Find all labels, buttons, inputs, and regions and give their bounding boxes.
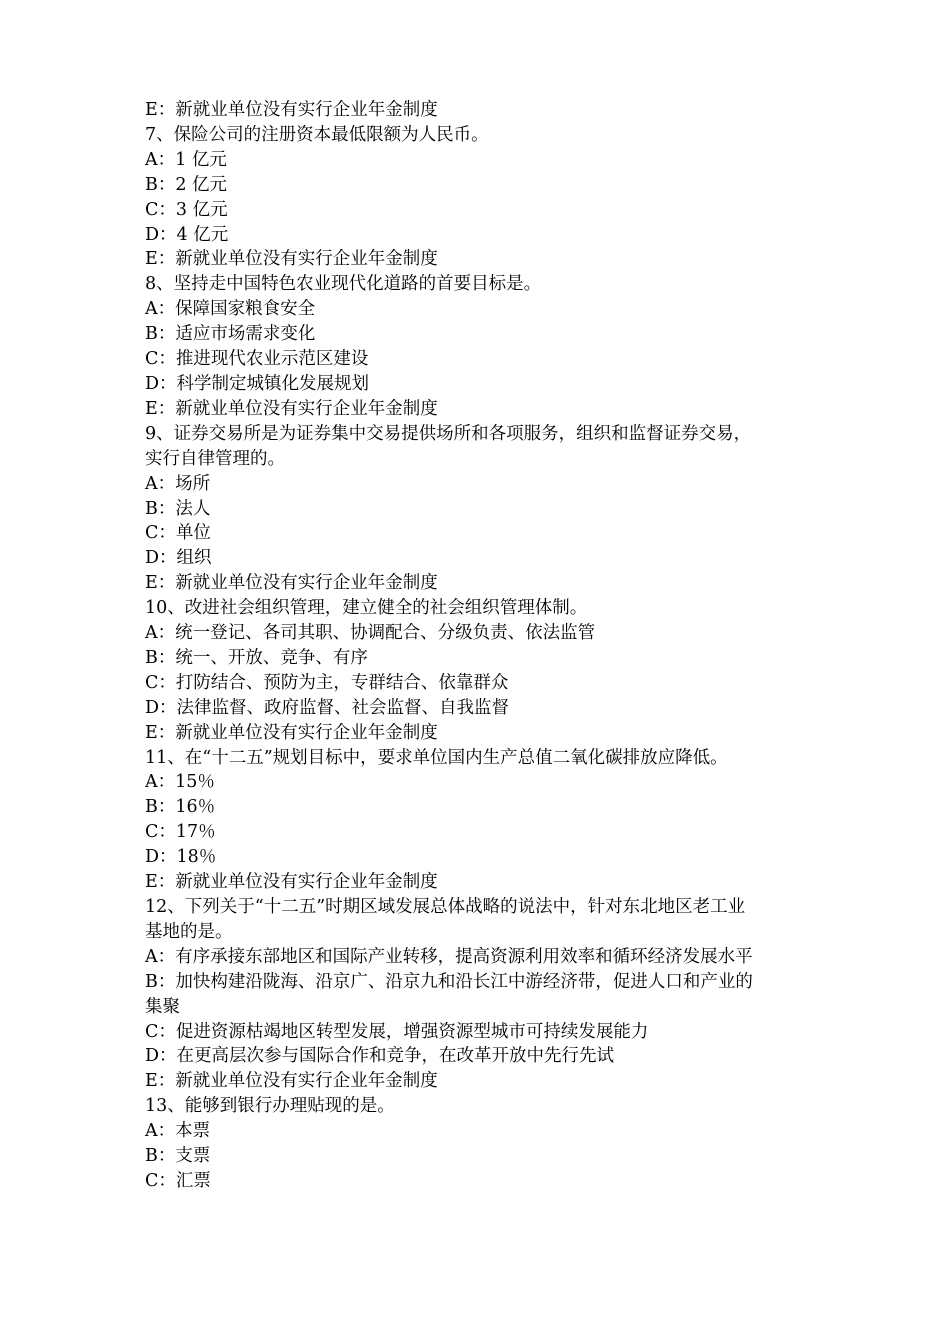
text-line: B：2 亿元 xyxy=(145,174,228,195)
text-line: E：新就业单位没有实行企业年金制度 xyxy=(145,872,438,893)
text-line: 基地的是。 xyxy=(145,921,233,942)
text-line: C：促进资源枯竭地区转型发展，增强资源型城市可持续发展能力 xyxy=(145,1021,649,1042)
text-line: D：法律监督、政府监督、社会监督、自我监督 xyxy=(145,697,510,718)
text-line: B：法人 xyxy=(145,498,211,519)
text-line: E：新就业单位没有实行企业年金制度 xyxy=(145,573,438,594)
text-line: E：新就业单位没有实行企业年金制度 xyxy=(145,1071,438,1092)
text-line: B：统一、开放、竞争、有序 xyxy=(145,647,368,668)
text-line: A：统一登记、各司其职、协调配合、分级负责、依法监管 xyxy=(145,623,596,644)
text-line: 8、坚持走中国特色农业现代化道路的首要目标是。 xyxy=(145,274,542,295)
text-line: B：支票 xyxy=(145,1146,211,1167)
text-line: 12、下列关于“十二五”时期区域发展总体战略的说法中，针对东北地区老工业 xyxy=(145,897,746,917)
text-line: C：17％ xyxy=(145,822,216,843)
text-line: E：新就业单位没有实行企业年金制度 xyxy=(145,249,438,270)
text-line: A：场所 xyxy=(145,473,211,494)
text-line: B：加快构建沿陇海、沿京广、沿京九和沿长江中游经济带，促进人口和产业的 xyxy=(145,971,753,992)
text-line: C：3 亿元 xyxy=(145,199,228,220)
text-line: 实行自律管理的。 xyxy=(145,448,285,469)
text-line: D：组织 xyxy=(145,548,212,569)
text-line: E：新就业单位没有实行企业年金制度 xyxy=(145,100,438,120)
text-line: D：在更高层次参与国际合作和竞争，在改革开放中先行先试 xyxy=(145,1046,615,1067)
text-line: E：新就业单位没有实行企业年金制度 xyxy=(145,398,438,419)
text-line: A：15％ xyxy=(145,772,215,793)
text-line: 7、保险公司的注册资本最低限额为人民币。 xyxy=(145,124,489,145)
text-line: 13、能够到银行办理贴现的是。 xyxy=(145,1096,395,1117)
text-line: A：保障国家粮食安全 xyxy=(145,299,316,320)
text-line: D：科学制定城镇化发展规划 xyxy=(145,373,370,394)
text-line: C：单位 xyxy=(145,523,211,544)
text-line: C：打防结合、预防为主，专群结合、依靠群众 xyxy=(145,672,509,693)
document-body xyxy=(145,98,825,1194)
text-line: A：本票 xyxy=(145,1121,211,1142)
text-line: D：4 亿元 xyxy=(145,224,229,245)
text-line: A：1 亿元 xyxy=(145,149,227,170)
text-line: C：汇票 xyxy=(145,1170,211,1191)
text-line: 9、证券交易所是为证券集中交易提供场所和各项服务，组织和监督证券交易， xyxy=(145,423,752,444)
text-line: 10、改进社会组织管理，建立健全的社会组织管理体制。 xyxy=(145,598,588,619)
text-line: B：适应市场需求变化 xyxy=(145,324,316,345)
text-line: A：有序承接东部地区和国际产业转移，提高资源利用效率和循环经济发展水平 xyxy=(145,946,753,967)
text-line: C：推进现代农业示范区建设 xyxy=(145,349,369,370)
text-line: 集聚 xyxy=(145,996,180,1017)
text-line: D：18％ xyxy=(145,847,217,868)
text-line: E：新就业单位没有实行企业年金制度 xyxy=(145,722,438,743)
text-line: 11、在“十二五”规划目标中，要求单位国内生产总值二氧化碳排放应降低。 xyxy=(145,747,728,768)
text-line: B：16％ xyxy=(145,797,216,818)
